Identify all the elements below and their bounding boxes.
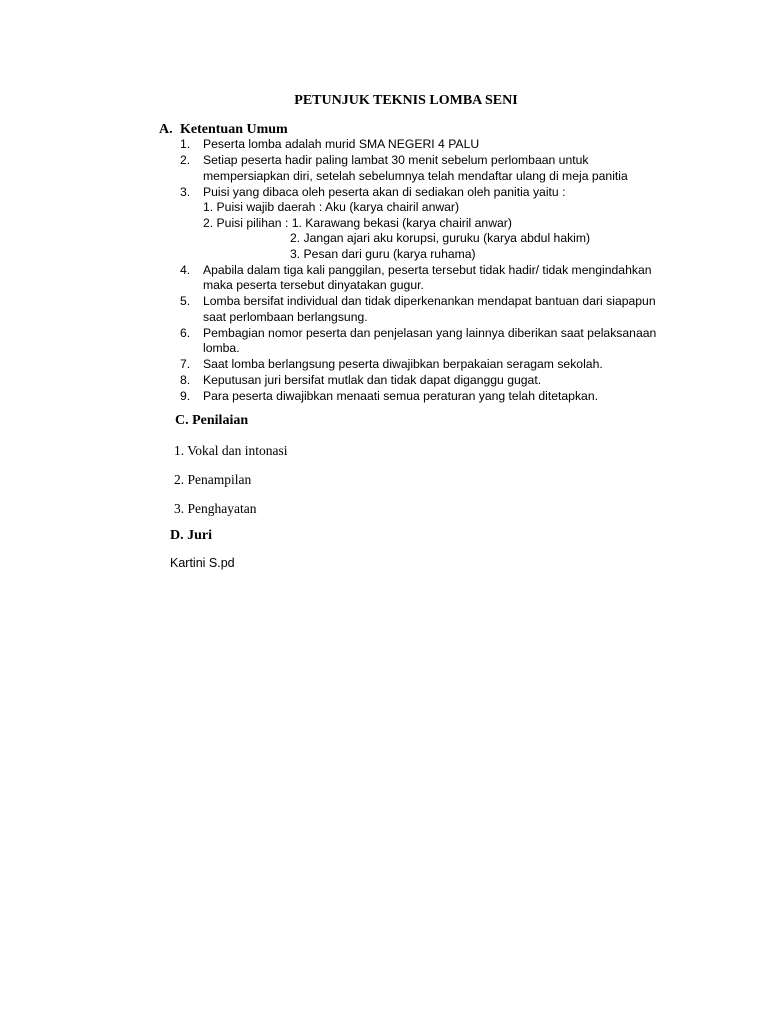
list-item-text: maka peserta tersebut dinyatakan gugur. bbox=[203, 278, 424, 292]
list-item bbox=[180, 294, 700, 325]
list-item-text: Peserta lomba adalah murid SMA NEGERI 4 PALU bbox=[203, 137, 480, 151]
list-item bbox=[180, 137, 700, 153]
list-item-text: Pembagian nomor peserta dan penjelasan yang lainnya diberikan saat pelaksanaan bbox=[203, 325, 657, 340]
list-item-text: Saat lomba berlangsung peserta diwajibkan berpakaian seragam sekolah. bbox=[203, 357, 603, 371]
list-item-text: Para peserta diwajibkan menaati semua peraturan yang telah ditetapkan. bbox=[203, 389, 598, 403]
list-item-text: Apabila dalam tiga kali panggilan, peserta tersebut tidak hadir/ tidak mengindahkan bbox=[203, 262, 652, 277]
criteria-item-penampilan: 2. Penampilan bbox=[174, 472, 252, 487]
list-item-text: saat perlombaan berlangsung. bbox=[203, 309, 368, 324]
list-item bbox=[180, 373, 700, 389]
section-d-heading: D. Juri bbox=[170, 528, 212, 543]
list-item-text: lomba. bbox=[203, 341, 240, 355]
document-title: PETUNJUK TEKNIS LOMBA SENI bbox=[294, 93, 518, 108]
poem-pilihan-3: 3. Pesan dari guru (karya ruhama) bbox=[290, 246, 476, 261]
list-item bbox=[180, 326, 700, 357]
section-a-title: Ketentuan Umum bbox=[180, 122, 288, 137]
list-item-number: 7. bbox=[180, 357, 191, 371]
poem-wajib: 1. Puisi wajib daerah : Aku (karya chairil anwar) bbox=[203, 200, 460, 214]
ketentuan-umum-list bbox=[180, 137, 700, 405]
list-item-number: 2. bbox=[180, 153, 191, 167]
list-item-number: 5. bbox=[180, 294, 191, 308]
list-item bbox=[180, 153, 700, 184]
list-item bbox=[180, 357, 700, 373]
list-item bbox=[180, 185, 700, 263]
list-item-text: Keputusan juri bersifat mutlak dan tidak dapat diganggu gugat. bbox=[203, 373, 542, 387]
juri-name: Kartini S.pd bbox=[170, 556, 235, 570]
list-item-number: 6. bbox=[180, 325, 191, 340]
list-item bbox=[180, 389, 700, 405]
list-item-number: 8. bbox=[180, 373, 191, 387]
list-item bbox=[180, 263, 700, 294]
list-item-text: Puisi yang dibaca oleh peserta akan di sediakan oleh panitia yaitu : bbox=[203, 184, 566, 199]
criteria-item-vokal: 1. Vokal dan intonasi bbox=[174, 443, 288, 458]
list-item-text: mempersiapkan diri, setelah sebelumnya telah mendaftar ulang di meja panitia bbox=[203, 168, 628, 183]
poem-pilihan-2: 2. Jangan ajari aku korupsi, guruku (karya abdul hakim) bbox=[290, 231, 591, 245]
list-item-number: 4. bbox=[180, 262, 191, 277]
section-a-letter: A. bbox=[159, 122, 173, 137]
list-item-number: 1. bbox=[180, 137, 191, 151]
list-item-text: Lomba bersifat individual dan tidak diperkenankan mendapat bantuan dari siapapun bbox=[203, 294, 656, 308]
criteria-item-penghayatan: 3. Penghayatan bbox=[174, 501, 257, 516]
list-item-number: 3. bbox=[180, 184, 191, 199]
section-c-heading: C. Penilaian bbox=[175, 413, 249, 428]
poem-pilihan-1: 2. Puisi pilihan : 1. Karawang bekasi (karya chairil anwar) bbox=[203, 215, 512, 230]
list-item-number: 9. bbox=[180, 389, 191, 403]
section-a-heading bbox=[159, 122, 288, 138]
list-item-text: Setiap peserta hadir paling lambat 30 menit sebelum perlombaan untuk bbox=[203, 153, 589, 167]
